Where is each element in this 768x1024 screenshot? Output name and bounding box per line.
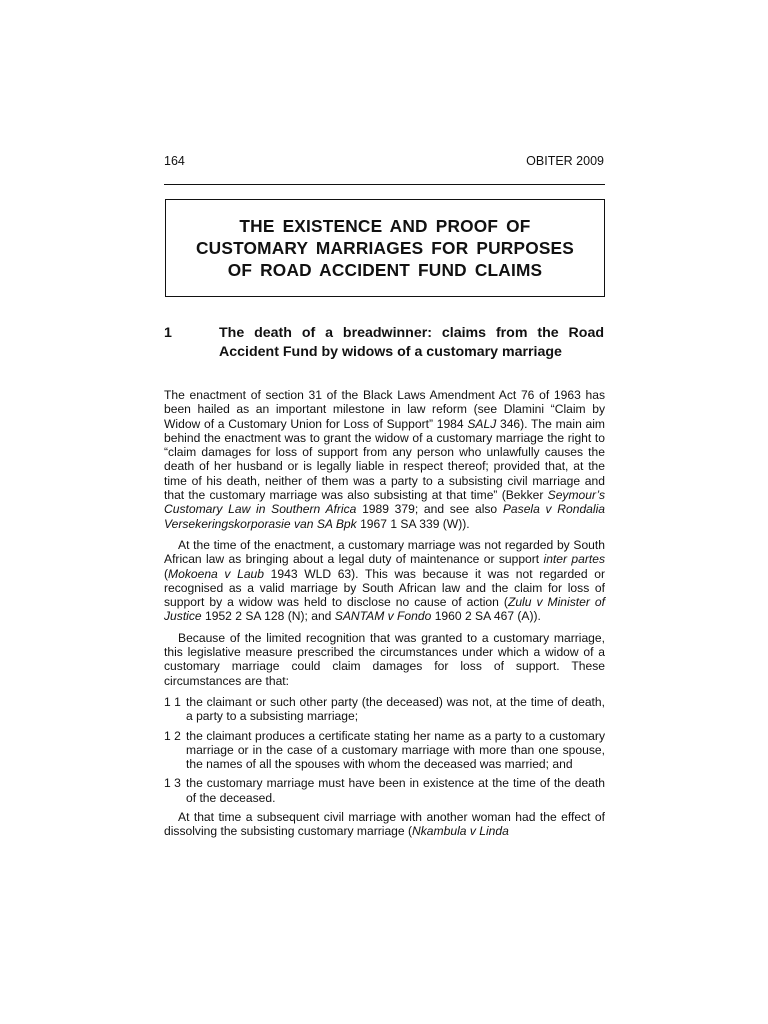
article-body bbox=[164, 388, 605, 846]
paragraph-4: At that time a subsequent civil marriage with another woman had the effect of dissolving the subsisting customary marriage (Nkambula v Linda bbox=[164, 810, 605, 839]
article-title-line-2: CUSTOMARY MARRIAGES FOR PURPOSES bbox=[195, 238, 575, 258]
section-heading: The death of a breadwinner: claims from the Road Accident Fund by widows of a customary marriage bbox=[219, 325, 604, 360]
article-title-line-1: THE EXISTENCE AND PROOF OF bbox=[239, 216, 531, 236]
list-item: 1 1 the claimant or such other party (the deceased) was not, at the time of death, a party to a subsisting marriage; bbox=[164, 694, 605, 724]
page-number: 164 bbox=[164, 154, 185, 168]
article-title-box bbox=[165, 199, 605, 297]
header-rule bbox=[164, 184, 605, 185]
paragraph-1: The enactment of section 31 of the Black Laws Amendment Act 76 of 1963 has been hailed as an important milestone in law reform (see Dlamini “Claim by Widow of a Customary Union for Loss of Support” 1984 SALJ 346). The main aim behind the enactment was to grant the widow of a customary marriage the right to “claim damages for loss of support from any person who unlawfully causes the death of her husband or is legally liable in respect thereof; provided that, at the time of his death, neither of them was a party to a subsisting civil marriage and that the customary marriage was also subsisting at that time” (Bekker Seymour’s Customary Law in Southern Africa 1989 379; and see also Pasela v Rondalia Versekeringskorporasie van SA Bpk 1967 1 SA 339 (W)). bbox=[164, 388, 606, 531]
section-number: 1 bbox=[164, 325, 172, 341]
paragraph-3: Because of the limited recognition that was granted to a customary marriage, this legislative measure prescribed the circumstances under which a widow of a customary marriage could claim damages for loss of support. These circumstances are that: bbox=[164, 630, 605, 688]
paragraph-2: At the time of the enactment, a customary marriage was not regarded by South African law as bringing about a legal duty of maintenance or support inter partes (Mokoena v Laub 1943 WLD 63). This was because it was not regarded or recognised as a valid marriage by South African law and the claim for loss of support by a widow was held to disclose no cause of action (Zulu v Minister of Justice 1952 2 SA 128 (N); and SANTAM v Fondo 1960 2 SA 467 (A)). bbox=[164, 537, 606, 624]
running-header: OBITER 2009 bbox=[526, 154, 604, 168]
list-item: 1 3 the customary marriage must have been in existence at the time of the death of the deceased. bbox=[164, 776, 605, 805]
list-item: 1 2 the claimant produces a certificate stating her name as a party to a customary marriage or in the case of a customary marriage with more than one spouse, the names of all the spouses with whom the deceased was married; and bbox=[164, 728, 605, 772]
article-title-line-3: OF ROAD ACCIDENT FUND CLAIMS bbox=[227, 260, 543, 280]
